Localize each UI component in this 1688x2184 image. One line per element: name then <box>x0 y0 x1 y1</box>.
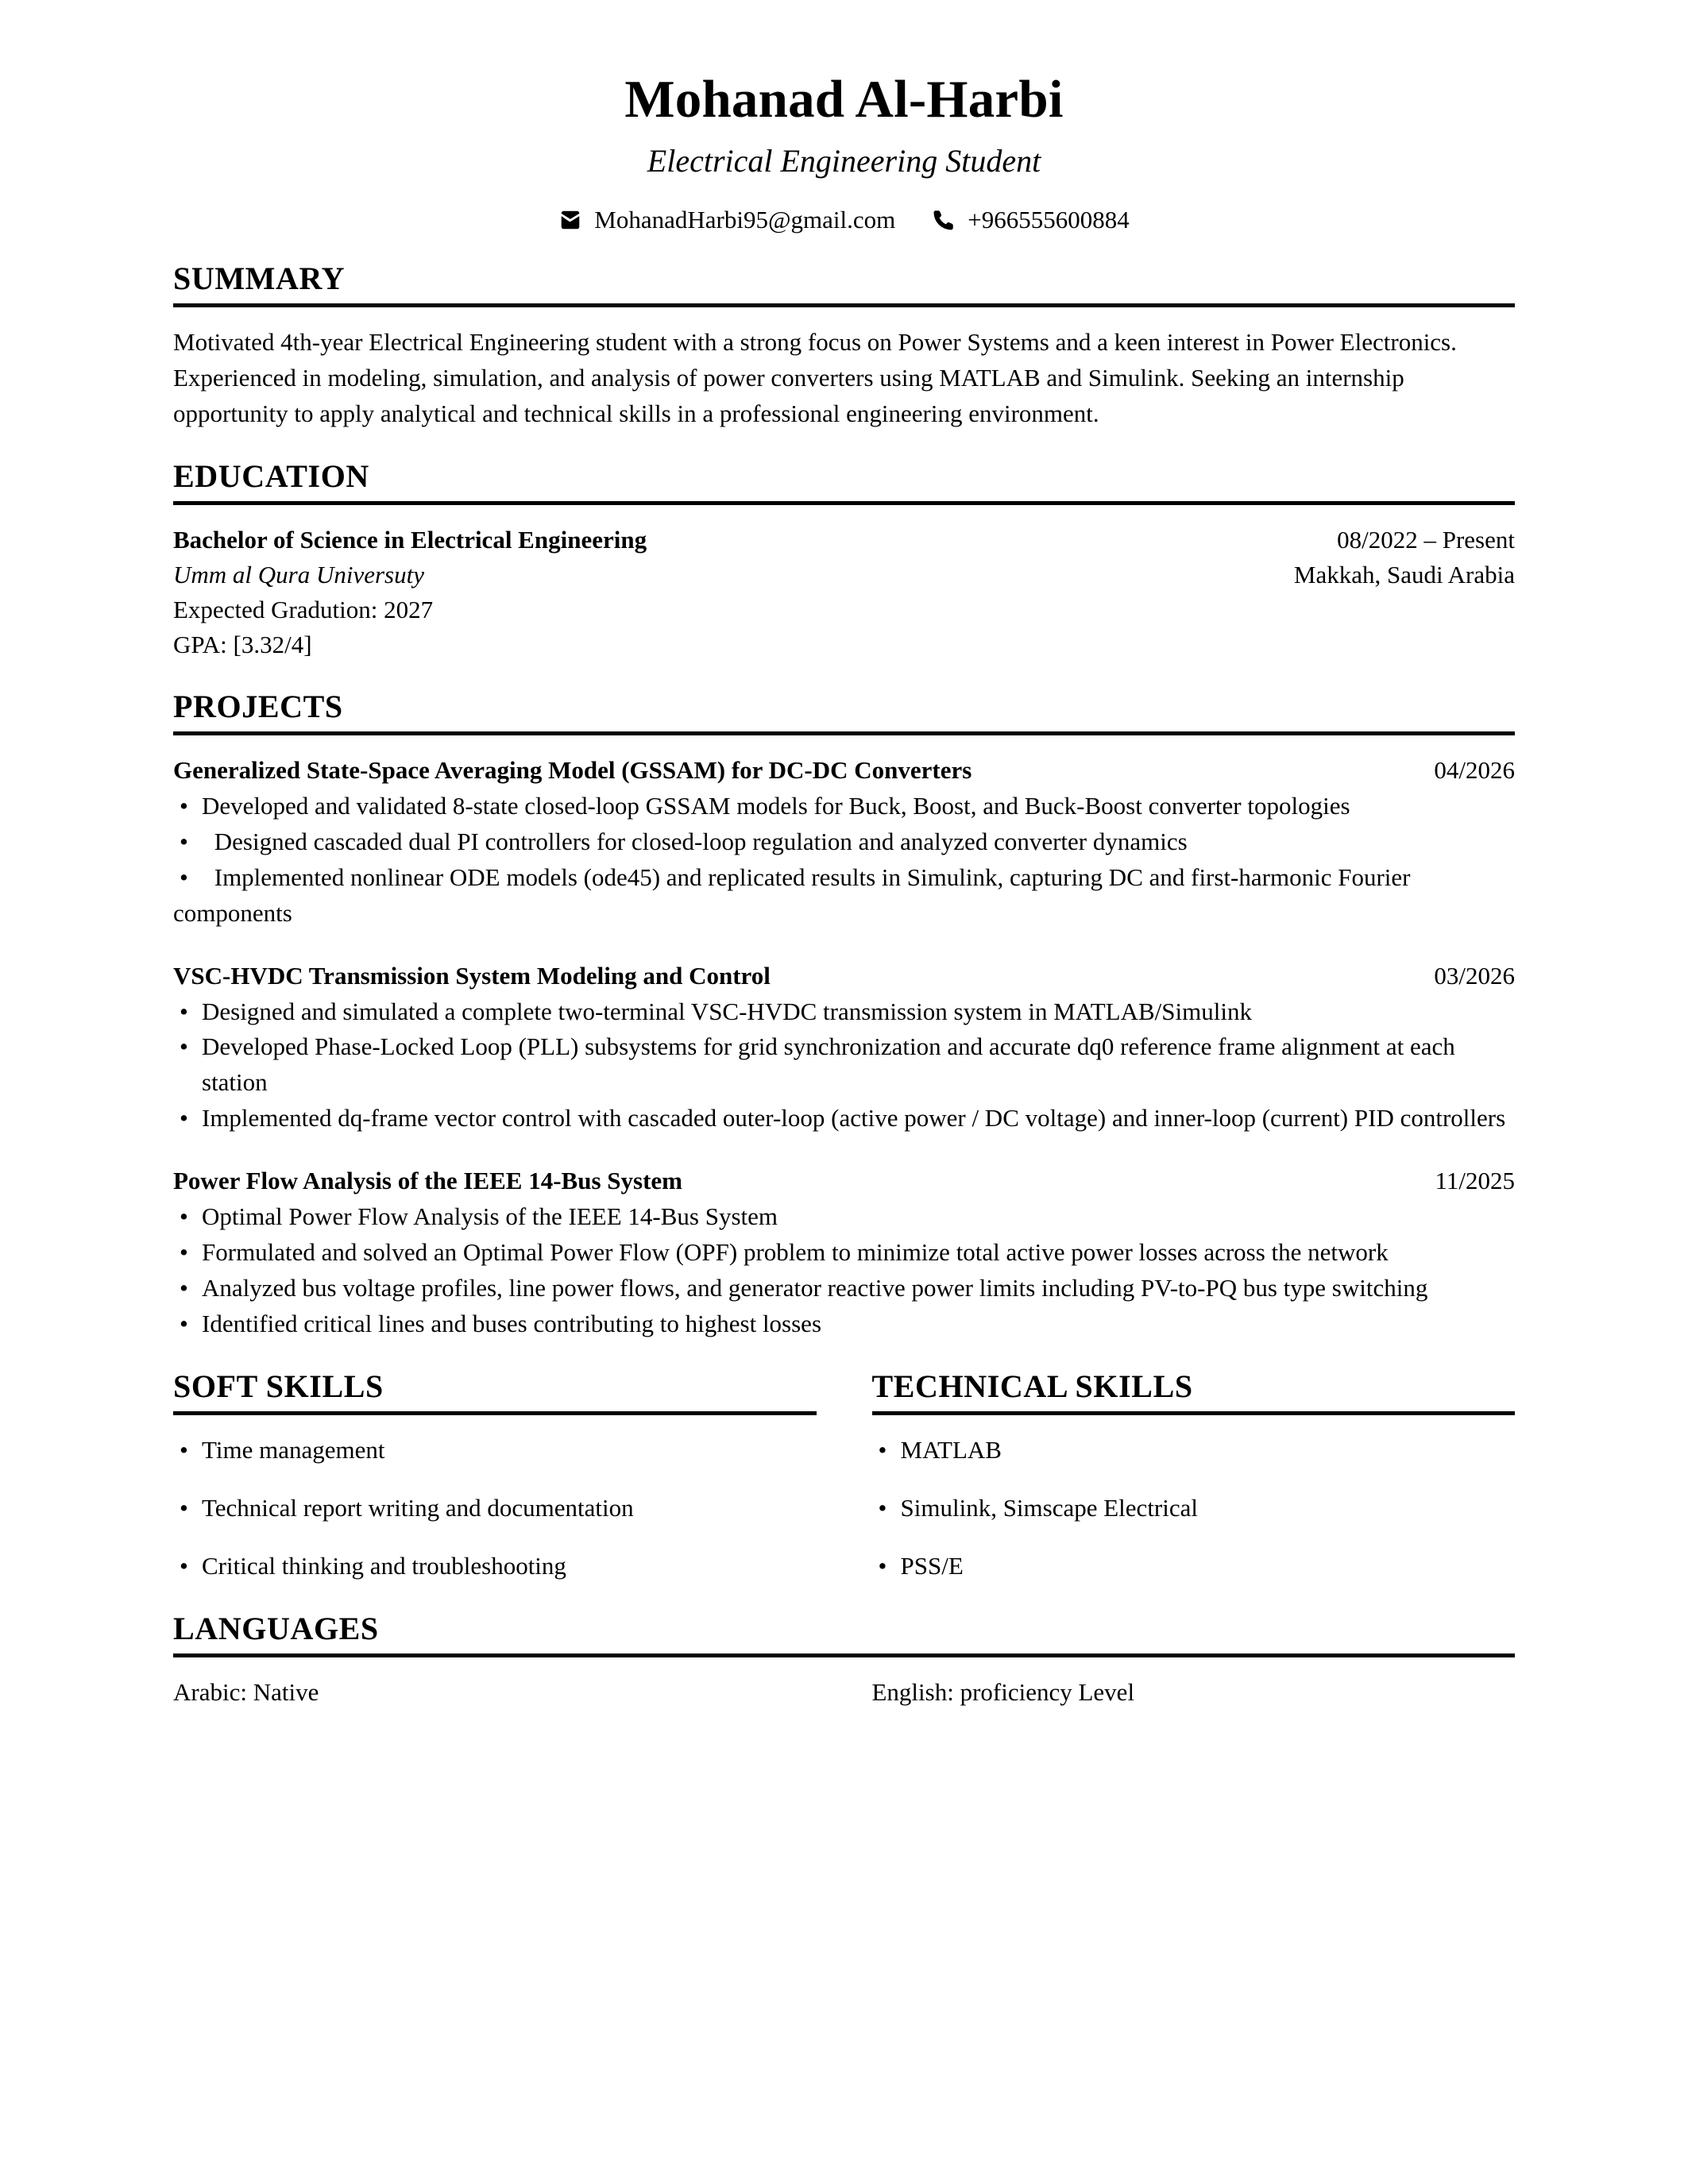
technical-skill-item: • MATLAB <box>872 1433 1516 1468</box>
project-bullet-list <box>173 789 1515 932</box>
candidate-name: Mohanad Al-Harbi <box>624 70 1064 129</box>
project-date: 04/2026 <box>1434 755 1515 784</box>
summary-body <box>173 325 1515 432</box>
email-text: MohanadHarbi95@gmail.com <box>594 206 896 234</box>
project-bullet: • Identified critical lines and buses contributing to highest losses <box>173 1306 1515 1342</box>
project-bullet: • Developed Phase-Locked Loop (PLL) subsystems for grid synchronization and accurate dq0 reference frame alignment at each station <box>173 1029 1515 1101</box>
education-entry-head <box>173 523 1515 558</box>
projects-body <box>173 753 1515 1342</box>
project-date: 03/2026 <box>1434 961 1515 990</box>
project-date: 11/2025 <box>1435 1167 1515 1195</box>
project-title: Power Flow Analysis of the IEEE 14-Bus System <box>173 1167 682 1195</box>
section-projects <box>173 689 1515 1342</box>
project-bullet: • Formulated and solved an Optimal Power Flow (OPF) problem to minimize total active power losses across the network <box>173 1235 1515 1271</box>
phone-text: +966555600884 <box>968 206 1130 234</box>
summary-text: Motivated 4th-year Electrical Engineering student with a strong focus on Power Systems and a keen interest in Power Electronics. Experienced in modeling, simulation, and analysis of power converters using MATLAB and Simulink. Seeking an internship opportunity to apply analytical and technical skills in a professional engineering environment. <box>173 328 1457 427</box>
envelope-icon <box>558 208 582 232</box>
contact-row <box>173 206 1515 234</box>
project-bullet-list <box>173 1199 1515 1342</box>
project-bullet: • Implemented dq-frame vector control with cascaded outer-loop (active power / DC voltage) and inner-loop (current) PID controllers <box>173 1101 1515 1136</box>
soft-skill-item: • Critical thinking and troubleshooting <box>173 1549 817 1584</box>
project-entry <box>173 753 1515 932</box>
section-education <box>173 459 1515 662</box>
technical-skills-list <box>872 1433 1516 1584</box>
skills-row <box>173 1369 1515 1584</box>
section-technical-skills <box>872 1369 1516 1584</box>
education-body <box>173 523 1515 662</box>
project-title: Generalized State-Space Averaging Model (GSSAM) for DC-DC Converters <box>173 755 972 784</box>
soft-skills-heading: SOFT SKILLS <box>173 1368 384 1404</box>
school-location: Makkah, Saudi Arabia <box>1293 560 1515 588</box>
project-bullet-text: Implemented nonlinear ODE models (ode45) and replicated results in Simulink, capturing DC and first-harmonic Fourier components <box>173 862 1411 927</box>
bullet-marker: • <box>180 827 188 855</box>
section-summary <box>173 261 1515 432</box>
project-bullet: • Analyzed bus voltage profiles, line power flows, and generator reactive power limits including PV-to-PQ bus type switching <box>173 1271 1515 1306</box>
project-bullet: • Developed and validated 8-state closed-loop GSSAM models for Buck, Boost, and Buck-Boost converter topologies <box>173 789 1515 824</box>
project-bullet <box>173 860 1515 932</box>
education-entry-subhead <box>173 558 1515 592</box>
project-bullet: • Designed and simulated a complete two-terminal VSC-HVDC transmission system in MATLAB/Simulink <box>173 994 1515 1030</box>
section-languages <box>173 1611 1515 1711</box>
project-head <box>173 1163 1515 1199</box>
project-entry <box>173 959 1515 1137</box>
contact-email[interactable] <box>558 206 895 234</box>
phone-icon <box>932 208 956 232</box>
project-entry <box>173 1163 1515 1342</box>
degree-date-range: 08/2022 – Present <box>1337 525 1515 554</box>
education-entry <box>173 523 1515 662</box>
project-bullet-list <box>173 994 1515 1137</box>
project-head <box>173 753 1515 789</box>
project-bullet <box>173 824 1515 860</box>
bullet-marker: • <box>180 862 188 891</box>
candidate-subtitle: Electrical Engineering Student <box>647 143 1041 179</box>
projects-heading: PROJECTS <box>173 688 343 724</box>
project-title: VSC-HVDC Transmission System Modeling and Control <box>173 961 771 990</box>
section-divider <box>173 1653 1515 1657</box>
degree-title: Bachelor of Science in Electrical Engineering <box>173 525 647 554</box>
project-head <box>173 959 1515 994</box>
soft-skill-item: • Time management <box>173 1433 817 1468</box>
section-divider <box>173 1411 817 1415</box>
language-item: English: proficiency Level <box>871 1677 1135 1706</box>
gpa: GPA: [3.32/4] <box>173 630 312 658</box>
section-soft-skills <box>173 1369 817 1584</box>
contact-phone[interactable] <box>932 206 1129 234</box>
school-name: Umm al Qura Universuty <box>173 560 424 588</box>
section-divider <box>173 501 1515 505</box>
soft-skill-item: • Technical report writing and documentation <box>173 1491 817 1526</box>
resume-header <box>173 0 1515 234</box>
languages-heading: LANGUAGES <box>173 1610 379 1646</box>
project-bullet: • Optimal Power Flow Analysis of the IEEE 14-Bus System <box>173 1199 1515 1235</box>
technical-skill-item: • PSS/E <box>872 1549 1516 1584</box>
language-item: Arabic: Native <box>173 1677 319 1706</box>
languages-row <box>173 1675 1515 1711</box>
section-divider <box>173 731 1515 735</box>
project-bullet-text: Designed cascaded dual PI controllers for closed-loop regulation and analyzed converter dynamics <box>208 827 1188 855</box>
education-heading: EDUCATION <box>173 457 369 494</box>
section-divider <box>872 1411 1516 1415</box>
summary-heading: SUMMARY <box>173 260 346 297</box>
technical-skills-heading: TECHNICAL SKILLS <box>871 1368 1193 1404</box>
soft-skills-list <box>173 1433 817 1584</box>
section-divider <box>173 303 1515 307</box>
expected-graduation: Expected Gradution: 2027 <box>173 595 434 623</box>
technical-skill-item: • Simulink, Simscape Electrical <box>872 1491 1516 1526</box>
